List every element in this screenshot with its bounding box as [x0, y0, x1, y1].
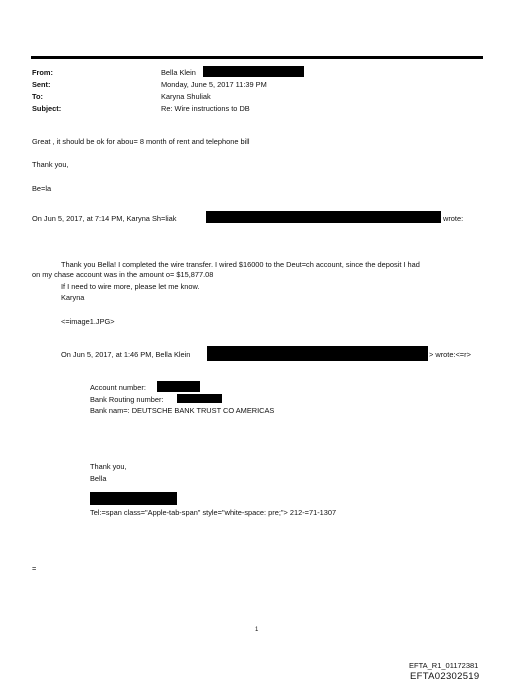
redaction-box — [177, 394, 222, 403]
quote-signature: Karyna — [61, 293, 85, 302]
page-number: 1 — [255, 627, 259, 633]
quote-header-wrote: > wrote:<=r> — [429, 350, 471, 359]
redaction-box — [203, 66, 304, 77]
redaction-box — [207, 346, 428, 361]
bates-number: EFTA_R1_01172381 — [409, 661, 479, 670]
thanks-text: Thank you, — [32, 160, 69, 169]
account-number-label: Account number: — [90, 383, 146, 392]
quote-header: On Jun 5, 2017, at 7:14 PM, Karyna Sh=liak — [32, 214, 177, 223]
from-value: Bella Klein — [161, 68, 196, 77]
body-line: Great , it should be ok for abou= 8 month of rent and telephone bill — [32, 137, 250, 146]
telephone-line: Tel:=span class="Apple-tab-span" style="white-space: pre;"> 212-=71-1307 — [90, 508, 337, 517]
sent-value: Monday, June 5, 2017 11:39 PM — [161, 80, 267, 89]
header-rule — [31, 56, 483, 59]
quote-header-wrote: wrote: — [443, 214, 464, 223]
subject-label: Subject: — [32, 104, 62, 113]
sent-label: Sent: — [32, 80, 51, 89]
signature: Bella — [90, 474, 107, 483]
to-label: To: — [32, 92, 43, 101]
quote-header: On Jun 5, 2017, at 1:46 PM, Bella Klein — [61, 350, 191, 359]
from-label: From: — [32, 68, 53, 77]
bates-number: EFTA02302519 — [410, 671, 480, 682]
routing-number-label: Bank Routing number: — [90, 395, 164, 404]
quote-line: on my chase account was in the amount o= $15,877.08 — [32, 270, 214, 279]
bank-name: Bank nam=: DEUTSCHE BANK TRUST CO AMERICAS — [90, 406, 275, 415]
redaction-box — [206, 211, 441, 223]
subject-value: Re: Wire instructions to DB — [161, 104, 250, 113]
stray-mark: = — [32, 564, 37, 573]
signature: Be=la — [32, 184, 52, 193]
thanks-text: Thank you, — [90, 462, 127, 471]
redaction-box — [90, 492, 177, 505]
redaction-box — [157, 381, 200, 392]
quote-line: Thank you Bella! I completed the wire transfer. I wired $16000 to the Deut=ch account, since the deposit I had — [61, 260, 420, 269]
image-reference: <=image1.JPG> — [61, 317, 115, 326]
to-value: Karyna Shuliak — [161, 92, 211, 101]
quote-line: If I need to wire more, please let me know. — [61, 282, 200, 291]
